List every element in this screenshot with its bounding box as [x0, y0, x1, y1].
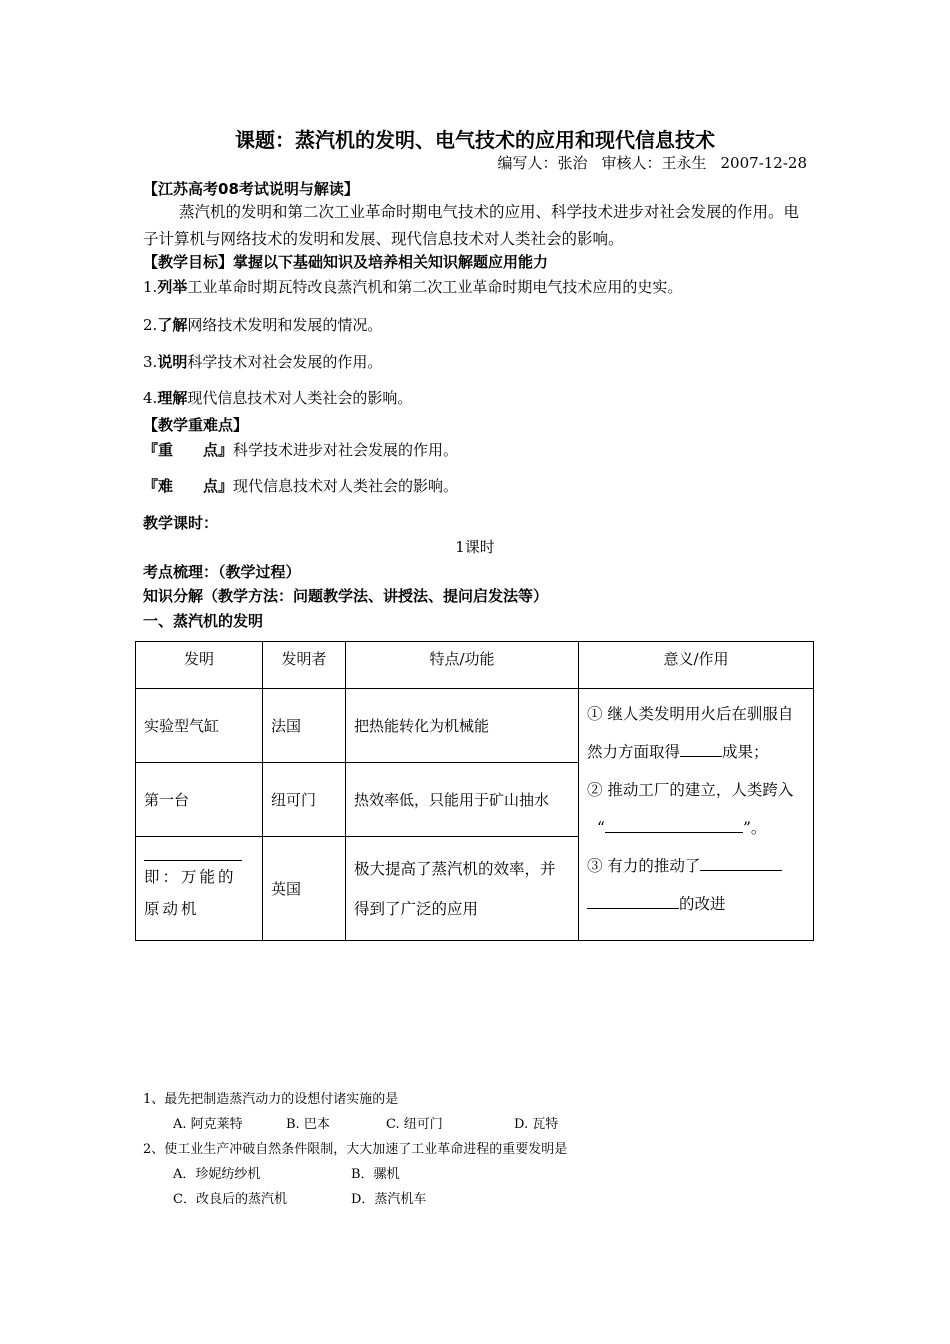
option: D. 瓦特	[514, 1117, 559, 1132]
goal-num: 2.	[143, 316, 158, 334]
cell-invention: 即：万能的原动机	[136, 837, 263, 941]
page-title: 课题：蒸汽机的发明、电气技术的应用和现代信息技术	[235, 128, 715, 152]
difficult-label: 『难 点』	[143, 477, 234, 495]
goal-verb: 说明	[157, 353, 188, 371]
header-invention: 发明	[136, 642, 263, 689]
significance-1: ① 继人类发明用火后在驯服自然力方面取得 成果；	[587, 705, 794, 761]
goal-item-1	[143, 276, 682, 297]
cell-feature: 热效率低，只能用于矿山抽水	[346, 763, 579, 837]
option: D．蒸汽机车	[351, 1192, 427, 1207]
significance-3: ③ 有力的推动了 的改进	[587, 847, 805, 923]
goal-text: 工业革命时期瓦特改良蒸汽机和第二次工业革命时期电气技术应用的史实。	[187, 278, 683, 296]
cell-inventor: 纽可门	[263, 763, 346, 837]
hours-value: 1课时	[455, 538, 495, 556]
goal-num: 4.	[143, 389, 158, 407]
important-text: 科学技术进步对社会发展的作用。	[233, 441, 459, 459]
cell-inventor: 法国	[263, 689, 346, 763]
section-heading: 一、蒸汽机的发明	[143, 612, 264, 630]
goals-heading: 【教学目标】掌握以下基础知识及培养相关知识解题应用能力	[143, 253, 549, 271]
question-1-options	[173, 1113, 558, 1132]
significance-2: ② 推动工厂的建立，人类跨入 “ ”。	[587, 781, 794, 837]
method-label: 知识分解（教学方法：问题教学法、讲授法、提问启发法等）	[143, 587, 549, 605]
option: C．改良后的蒸汽机	[173, 1192, 287, 1207]
question-2-options-row-1	[173, 1163, 400, 1182]
key-heading: 【教学重难点】	[143, 416, 249, 434]
cell-significance	[579, 689, 814, 941]
question-2-options-row-2	[173, 1188, 426, 1207]
cell-invention: 实验型气缸	[136, 689, 263, 763]
author-line	[483, 152, 807, 173]
goal-text: 网络技术发明和发展的情况。	[187, 316, 383, 334]
option: C. 纽可门	[386, 1117, 443, 1132]
cell-invention: 第一台	[136, 763, 263, 837]
goal-text: 现代信息技术对人类社会的影响。	[187, 389, 413, 407]
table-row	[136, 689, 814, 763]
blank	[587, 908, 679, 909]
blank	[605, 832, 743, 833]
process-label: 考点梳理：（教学过程）	[143, 563, 301, 581]
important-label: 『重 点』	[143, 441, 234, 459]
goal-num: 1.	[143, 278, 158, 296]
option: A. 阿克莱特	[173, 1117, 243, 1132]
invention-table	[135, 641, 814, 941]
goal-item-4	[143, 387, 412, 408]
goal-verb: 列举	[157, 278, 188, 296]
exam-body: 蒸汽机的发明和第二次工业革命时期电气技术的应用、科学技术进步对社会发展的作用。电子计算机与网络技术的发明和发展、现代信息技术对人类社会的影响。	[143, 203, 800, 248]
difficult-point	[143, 475, 458, 496]
goal-num: 3.	[143, 353, 158, 371]
important-point	[143, 439, 458, 460]
header-feature: 特点/功能	[346, 642, 579, 689]
reviewer: 审核人：王永生	[601, 154, 707, 172]
question-1-stem: 1、最先把制造蒸汽动力的设想付诸实施的是	[143, 1092, 399, 1107]
blank	[680, 756, 722, 757]
cell-feature: 把热能转化为机械能	[346, 689, 579, 763]
option: A．珍妮纺纱机	[173, 1167, 261, 1182]
goal-verb: 理解	[157, 389, 188, 407]
cell-inventor: 英国	[263, 837, 346, 941]
goal-text: 科学技术对社会发展的作用。	[187, 353, 383, 371]
blank	[700, 870, 782, 871]
header-significance: 意义/作用	[579, 642, 814, 689]
goal-item-3	[143, 351, 382, 372]
exam-heading: 【江苏高考08考试说明与解读】	[143, 180, 359, 198]
option: B. 巴本	[286, 1117, 330, 1132]
question-2-stem: 2、使工业生产冲破自然条件限制，大大加速了工业革命进程的重要发明是	[143, 1142, 568, 1157]
header-inventor: 发明者	[263, 642, 346, 689]
table-header-row	[136, 642, 814, 689]
cell-feature: 极大提高了蒸汽机的效率，并得到了广泛的应用	[346, 837, 579, 941]
date: 2007-12-28	[720, 154, 807, 172]
blank	[144, 852, 242, 861]
hours-label: 教学课时：	[143, 514, 219, 532]
author: 编写人：张治	[497, 154, 588, 172]
goal-item-2	[143, 314, 382, 335]
difficult-text: 现代信息技术对人类社会的影响。	[233, 477, 459, 495]
option: B．骡机	[351, 1167, 400, 1182]
goal-verb: 了解	[157, 316, 188, 334]
